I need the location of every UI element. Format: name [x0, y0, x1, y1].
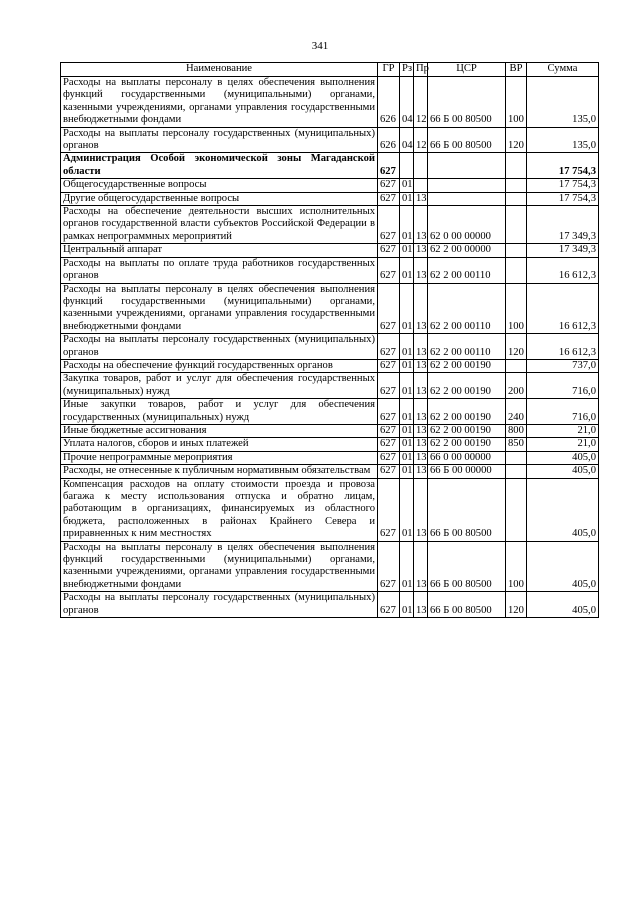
cell-vr — [506, 451, 527, 464]
table-row — [61, 399, 599, 425]
cell-gr: 626 — [378, 127, 400, 153]
table-row — [61, 373, 599, 399]
cell-vr: 100 — [506, 541, 527, 592]
cell-csr: 62 2 00 00000 — [428, 244, 506, 257]
cell-gr: 627 — [378, 592, 400, 618]
cell-gr: 627 — [378, 424, 400, 437]
cell-gr: 627 — [378, 451, 400, 464]
cell-pr: 12 — [414, 127, 428, 153]
cell-pr: 13 — [414, 257, 428, 283]
cell-rz: 01 — [400, 541, 414, 592]
cell-pr: 13 — [414, 359, 428, 372]
cell-sum: 405,0 — [527, 541, 599, 592]
cell-name: Прочие непрограммные мероприятия — [61, 451, 378, 464]
cell-gr: 627 — [378, 192, 400, 205]
header-row — [61, 63, 599, 77]
cell-name: Администрация Особой экономической зоны Магаданской области — [61, 153, 378, 179]
cell-gr: 626 — [378, 77, 400, 128]
cell-gr: 627 — [378, 359, 400, 372]
cell-csr: 62 2 00 00190 — [428, 424, 506, 437]
cell-csr: 66 Б 00 80500 — [428, 127, 506, 153]
cell-gr: 627 — [378, 373, 400, 399]
cell-rz: 01 — [400, 206, 414, 244]
cell-rz: 01 — [400, 373, 414, 399]
cell-rz: 01 — [400, 334, 414, 360]
cell-pr: 13 — [414, 192, 428, 205]
cell-name: Закупка товаров, работ и услуг для обеспечения государственных (муниципальных) нужд — [61, 373, 378, 399]
cell-gr: 627 — [378, 153, 400, 179]
page-number: 341 — [311, 40, 329, 52]
table-row — [61, 244, 599, 257]
table-row — [61, 451, 599, 464]
cell-pr: 12 — [414, 77, 428, 128]
cell-csr — [428, 153, 506, 179]
cell-vr — [506, 192, 527, 205]
cell-sum: 16 612,3 — [527, 283, 599, 334]
cell-name: Расходы на выплаты персоналу в целях обеспечения выполнения функций государственными (муниципальными) органами, казенными учреждениями, органами управления государственными внебюджетными фондами — [61, 283, 378, 334]
cell-rz: 01 — [400, 192, 414, 205]
cell-rz: 01 — [400, 399, 414, 425]
cell-rz: 01 — [400, 438, 414, 451]
cell-pr: 13 — [414, 399, 428, 425]
cell-rz: 01 — [400, 451, 414, 464]
cell-rz: 01 — [400, 478, 414, 541]
cell-vr — [506, 153, 527, 179]
cell-sum: 737,0 — [527, 359, 599, 372]
cell-rz: 01 — [400, 244, 414, 257]
cell-gr: 627 — [378, 478, 400, 541]
table-row — [61, 424, 599, 437]
cell-csr: 62 2 00 00110 — [428, 283, 506, 334]
cell-name: Другие общегосударственные вопросы — [61, 192, 378, 205]
cell-sum: 16 612,3 — [527, 257, 599, 283]
cell-rz: 01 — [400, 592, 414, 618]
cell-sum: 17 349,3 — [527, 206, 599, 244]
cell-csr: 66 Б 00 80500 — [428, 478, 506, 541]
cell-rz: 01 — [400, 257, 414, 283]
cell-sum: 17 754,3 — [527, 179, 599, 192]
cell-pr: 13 — [414, 592, 428, 618]
cell-rz: 04 — [400, 127, 414, 153]
header-gr: ГР — [378, 63, 400, 77]
cell-gr: 627 — [378, 334, 400, 360]
cell-gr: 627 — [378, 206, 400, 244]
cell-vr — [506, 257, 527, 283]
cell-rz: 04 — [400, 77, 414, 128]
cell-name: Расходы на выплаты по оплате труда работников государственных органов — [61, 257, 378, 283]
cell-pr — [414, 153, 428, 179]
cell-name: Расходы на выплаты персоналу государственных (муниципальных) органов — [61, 334, 378, 360]
table-header — [61, 63, 599, 77]
header-rz: Рз — [400, 63, 414, 77]
cell-sum: 405,0 — [527, 451, 599, 464]
cell-csr: 62 2 00 00110 — [428, 334, 506, 360]
cell-csr: 62 2 00 00190 — [428, 373, 506, 399]
cell-csr — [428, 179, 506, 192]
cell-pr: 13 — [414, 438, 428, 451]
cell-gr: 627 — [378, 283, 400, 334]
table-row — [61, 478, 599, 541]
cell-name: Уплата налогов, сборов и иных платежей — [61, 438, 378, 451]
cell-pr: 13 — [414, 283, 428, 334]
cell-pr: 13 — [414, 478, 428, 541]
table-row — [61, 438, 599, 451]
cell-name: Расходы на выплаты персоналу государственных (муниципальных) органов — [61, 592, 378, 618]
cell-rz: 01 — [400, 424, 414, 437]
cell-pr: 13 — [414, 465, 428, 478]
cell-name: Центральный аппарат — [61, 244, 378, 257]
cell-vr — [506, 244, 527, 257]
table-row — [61, 283, 599, 334]
cell-sum: 405,0 — [527, 592, 599, 618]
cell-pr: 13 — [414, 424, 428, 437]
cell-pr: 13 — [414, 451, 428, 464]
cell-sum: 16 612,3 — [527, 334, 599, 360]
cell-gr: 627 — [378, 541, 400, 592]
cell-sum: 17 349,3 — [527, 244, 599, 257]
cell-csr: 62 2 00 00110 — [428, 257, 506, 283]
cell-vr: 120 — [506, 127, 527, 153]
table-body — [61, 77, 599, 618]
header-sum: Сумма — [527, 63, 599, 77]
cell-vr: 100 — [506, 283, 527, 334]
cell-rz: 01 — [400, 283, 414, 334]
cell-sum: 716,0 — [527, 399, 599, 425]
table-row — [61, 179, 599, 192]
cell-sum: 405,0 — [527, 478, 599, 541]
cell-gr: 627 — [378, 257, 400, 283]
cell-vr — [506, 179, 527, 192]
table-row — [61, 359, 599, 372]
table-row — [61, 592, 599, 618]
cell-vr — [506, 465, 527, 478]
cell-gr: 627 — [378, 244, 400, 257]
table-row — [61, 153, 599, 179]
table-row — [61, 206, 599, 244]
cell-name: Расходы на выплаты персоналу государственных (муниципальных) органов — [61, 127, 378, 153]
cell-pr — [414, 179, 428, 192]
cell-pr: 13 — [414, 244, 428, 257]
table-row — [61, 257, 599, 283]
cell-vr: 120 — [506, 592, 527, 618]
cell-vr — [506, 206, 527, 244]
cell-name: Расходы, не отнесенные к публичным нормативным обязательствам — [61, 465, 378, 478]
budget-table — [60, 62, 599, 618]
cell-sum: 17 754,3 — [527, 153, 599, 179]
cell-csr: 66 Б 00 80500 — [428, 77, 506, 128]
table-row — [61, 127, 599, 153]
cell-name: Иные закупки товаров, работ и услуг для обеспечения государственных (муниципальных) нужд — [61, 399, 378, 425]
cell-vr: 800 — [506, 424, 527, 437]
cell-sum: 716,0 — [527, 373, 599, 399]
cell-csr — [428, 192, 506, 205]
cell-gr: 627 — [378, 179, 400, 192]
cell-name: Общегосударственные вопросы — [61, 179, 378, 192]
cell-pr: 13 — [414, 373, 428, 399]
cell-csr: 62 2 00 00190 — [428, 399, 506, 425]
cell-csr: 66 Б 00 80500 — [428, 592, 506, 618]
cell-sum: 17 754,3 — [527, 192, 599, 205]
cell-name: Компенсация расходов на оплату стоимости проезда и провоза багажа к месту использования отпуска и обратно лицам, работающим в организациях, финансируемых из областного бюджета, расположенных в районах Крайнего Севера и приравненных к ним местностях — [61, 478, 378, 541]
cell-rz: 01 — [400, 179, 414, 192]
cell-sum: 135,0 — [527, 77, 599, 128]
cell-sum: 135,0 — [527, 127, 599, 153]
cell-vr: 240 — [506, 399, 527, 425]
cell-vr: 120 — [506, 334, 527, 360]
cell-csr: 66 Б 00 00000 — [428, 465, 506, 478]
cell-vr — [506, 478, 527, 541]
cell-gr: 627 — [378, 465, 400, 478]
header-csr: ЦСР — [428, 63, 506, 77]
cell-csr: 62 2 00 00190 — [428, 438, 506, 451]
table-row — [61, 465, 599, 478]
cell-pr: 13 — [414, 541, 428, 592]
table-row — [61, 77, 599, 128]
header-name: Наименование — [61, 63, 378, 77]
header-pr: Пр — [414, 63, 428, 77]
cell-gr: 627 — [378, 438, 400, 451]
cell-csr: 66 Б 00 80500 — [428, 541, 506, 592]
cell-name: Расходы на обеспечение функций государственных органов — [61, 359, 378, 372]
cell-rz: 01 — [400, 359, 414, 372]
cell-rz: 01 — [400, 465, 414, 478]
cell-rz — [400, 153, 414, 179]
cell-name: Расходы на обеспечение деятельности высших исполнительных органов государственной власти субъектов Российской Федерации в рамках непрограммных мероприятий — [61, 206, 378, 244]
cell-csr: 66 0 00 00000 — [428, 451, 506, 464]
cell-sum: 21,0 — [527, 438, 599, 451]
cell-csr: 62 2 00 00190 — [428, 359, 506, 372]
table-row — [61, 541, 599, 592]
cell-vr: 850 — [506, 438, 527, 451]
cell-csr: 62 0 00 00000 — [428, 206, 506, 244]
cell-name: Иные бюджетные ассигнования — [61, 424, 378, 437]
header-vr: ВР — [506, 63, 527, 77]
cell-name: Расходы на выплаты персоналу в целях обеспечения выполнения функций государственными (муниципальными) органами, казенными учреждениями, органами управления государственными внебюджетными фондами — [61, 541, 378, 592]
cell-sum: 21,0 — [527, 424, 599, 437]
cell-name: Расходы на выплаты персоналу в целях обеспечения выполнения функций государственными (муниципальными) органами, казенными учреждениями, органами управления государственными внебюджетными фондами — [61, 77, 378, 128]
cell-pr: 13 — [414, 334, 428, 360]
cell-vr — [506, 359, 527, 372]
cell-pr: 13 — [414, 206, 428, 244]
table-row — [61, 192, 599, 205]
cell-gr: 627 — [378, 399, 400, 425]
cell-sum: 405,0 — [527, 465, 599, 478]
cell-vr: 100 — [506, 77, 527, 128]
table-row — [61, 334, 599, 360]
cell-vr: 200 — [506, 373, 527, 399]
